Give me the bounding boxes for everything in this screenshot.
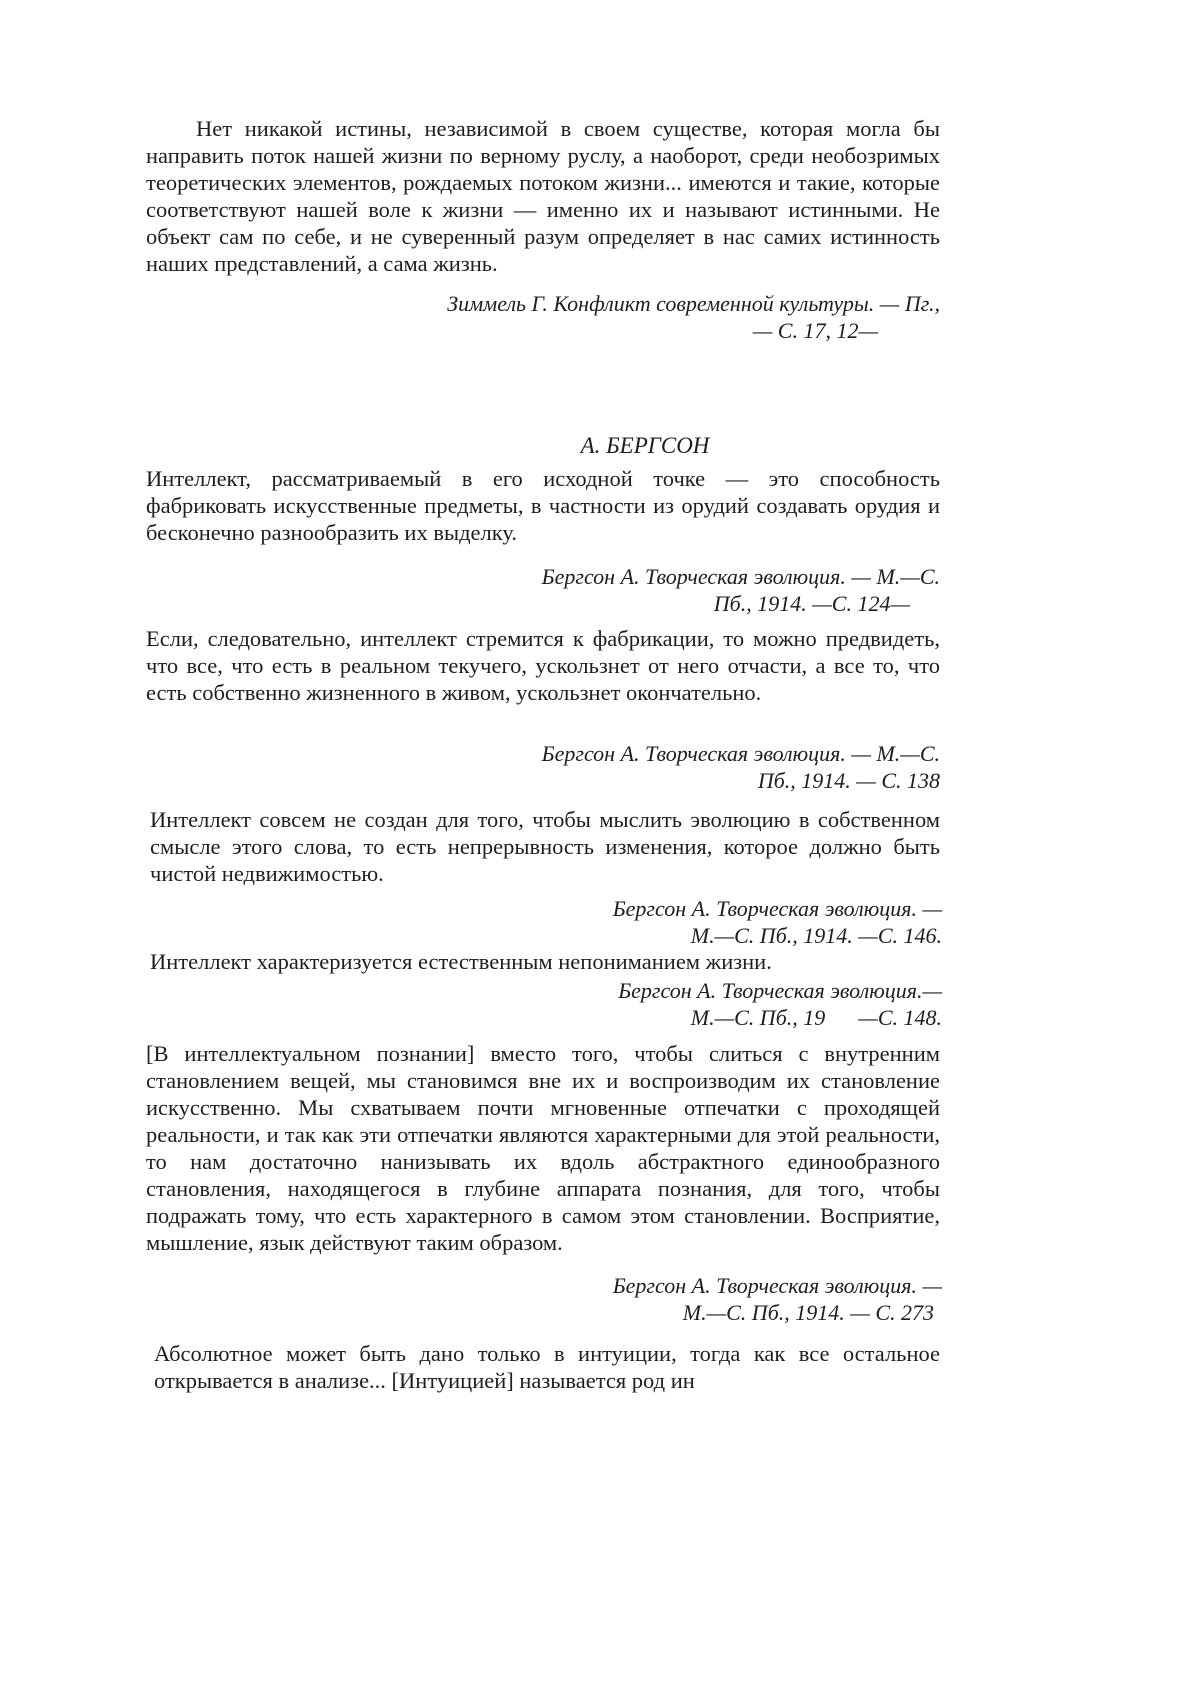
bergson-citation-3-line-1: Бергсон А. Творческая эволюция. — (612, 896, 942, 921)
bergson-citation-3-line-2: М.—С. Пб., 1914. —С. 146. (690, 923, 942, 948)
bergson-citation-3 (440, 895, 942, 949)
simmel-citation (300, 290, 940, 344)
bergson-citation-5-line-2: М.—С. Пб., 1914. — С. 273 (682, 1300, 934, 1325)
bergson-quote-6: Абсолютное может быть дано только в интуиции, тогда как все остальное открывается в анализе... [Интуицией] называется род ин (154, 1341, 940, 1393)
bergson-citation-2-line-1: Бергсон А. Творческая эволюция. — М.—С. (541, 741, 940, 766)
bergson-citation-1-line-2: Пб., 1914. —С. 124— (713, 591, 910, 616)
bergson-citation-5-line-1: Бергсон А. Творческая эволюция. — (612, 1273, 942, 1298)
bergson-citation-1-line-1: Бергсон А. Творческая эволюция. — М.—С. (541, 564, 940, 589)
bergson-citation-5 (440, 1272, 942, 1326)
bergson-citation-2-line-2: Пб., 1914. — С. 138 (757, 768, 940, 793)
bergson-quote-1: Интеллект, рассматриваемый в его исходной точке — это способность фабриковать искусственные предметы, в частности из орудий создавать орудия и бесконечно разнообразить их выделку. (146, 466, 940, 545)
simmel-citation-line-1: Зиммель Г. Конфликт современной культуры. — Пг., (447, 291, 940, 316)
bergson-citation-4-line-1: Бергсон А. Творческая эволюция.— (618, 978, 942, 1003)
bergson-citation-4 (440, 977, 942, 1031)
simmel-quote-paragraph: Нет никакой истины, независимой в своем существе, которая могла бы направить поток нашей жизни по верному руслу, а наоборот, среди необозримых теоретических элементов, рождаемых потоком жизни... имеются и такие, которые соответствуют нашей воле к жизни — именно их и называют истинными. Не объект сам по себе, и не суверенный разум определяет в нас самих истинность наших представлений, а сама жизнь. (146, 116, 940, 276)
simmel-citation-line-2: — С. 17, 12— (752, 318, 878, 343)
section-heading-bergson: А. БЕРГСОН (580, 433, 710, 458)
bergson-quote-4: Интеллект характеризуется естественным непониманием жизни. (150, 949, 772, 974)
bergson-quote-5: [В интеллектуальном познании] вместо того, чтобы слиться с внутренним становлением вещей, мы становимся вне их и воспроизводим их становление искусственно. Мы схватываем почти мгновенные отпечатки с проходящей реальности, и так как эти отпечатки являются характерными для этой реальности, то нам достаточно нанизывать их вдоль абстрактного единообразного становления, находящегося в глубине аппарата познания, для того, чтобы подражать тому, что есть характерного в самом этом становлении. Восприятие, мышление, язык действуют таким образом. (146, 1041, 940, 1255)
bergson-citation-2 (380, 740, 940, 794)
bergson-citation-1 (380, 563, 940, 617)
bergson-quote-2: Если, следовательно, интеллект стремится к фабрикации, то можно предвидеть, что все, что есть в реальном текучего, ускользнет от него отчасти, а все то, что есть собственно жизненного в живом, ускользнет окончательно. (146, 626, 940, 705)
bergson-citation-4-line-2: М.—С. Пб., 19 —С. 148. (690, 1005, 942, 1030)
bergson-quote-3: Интеллект совсем не создан для того, чтобы мыслить эволюцию в собственном смысле этого слова, то есть непрерывность изменения, которое должно быть чистой недвижимостью. (150, 807, 940, 886)
